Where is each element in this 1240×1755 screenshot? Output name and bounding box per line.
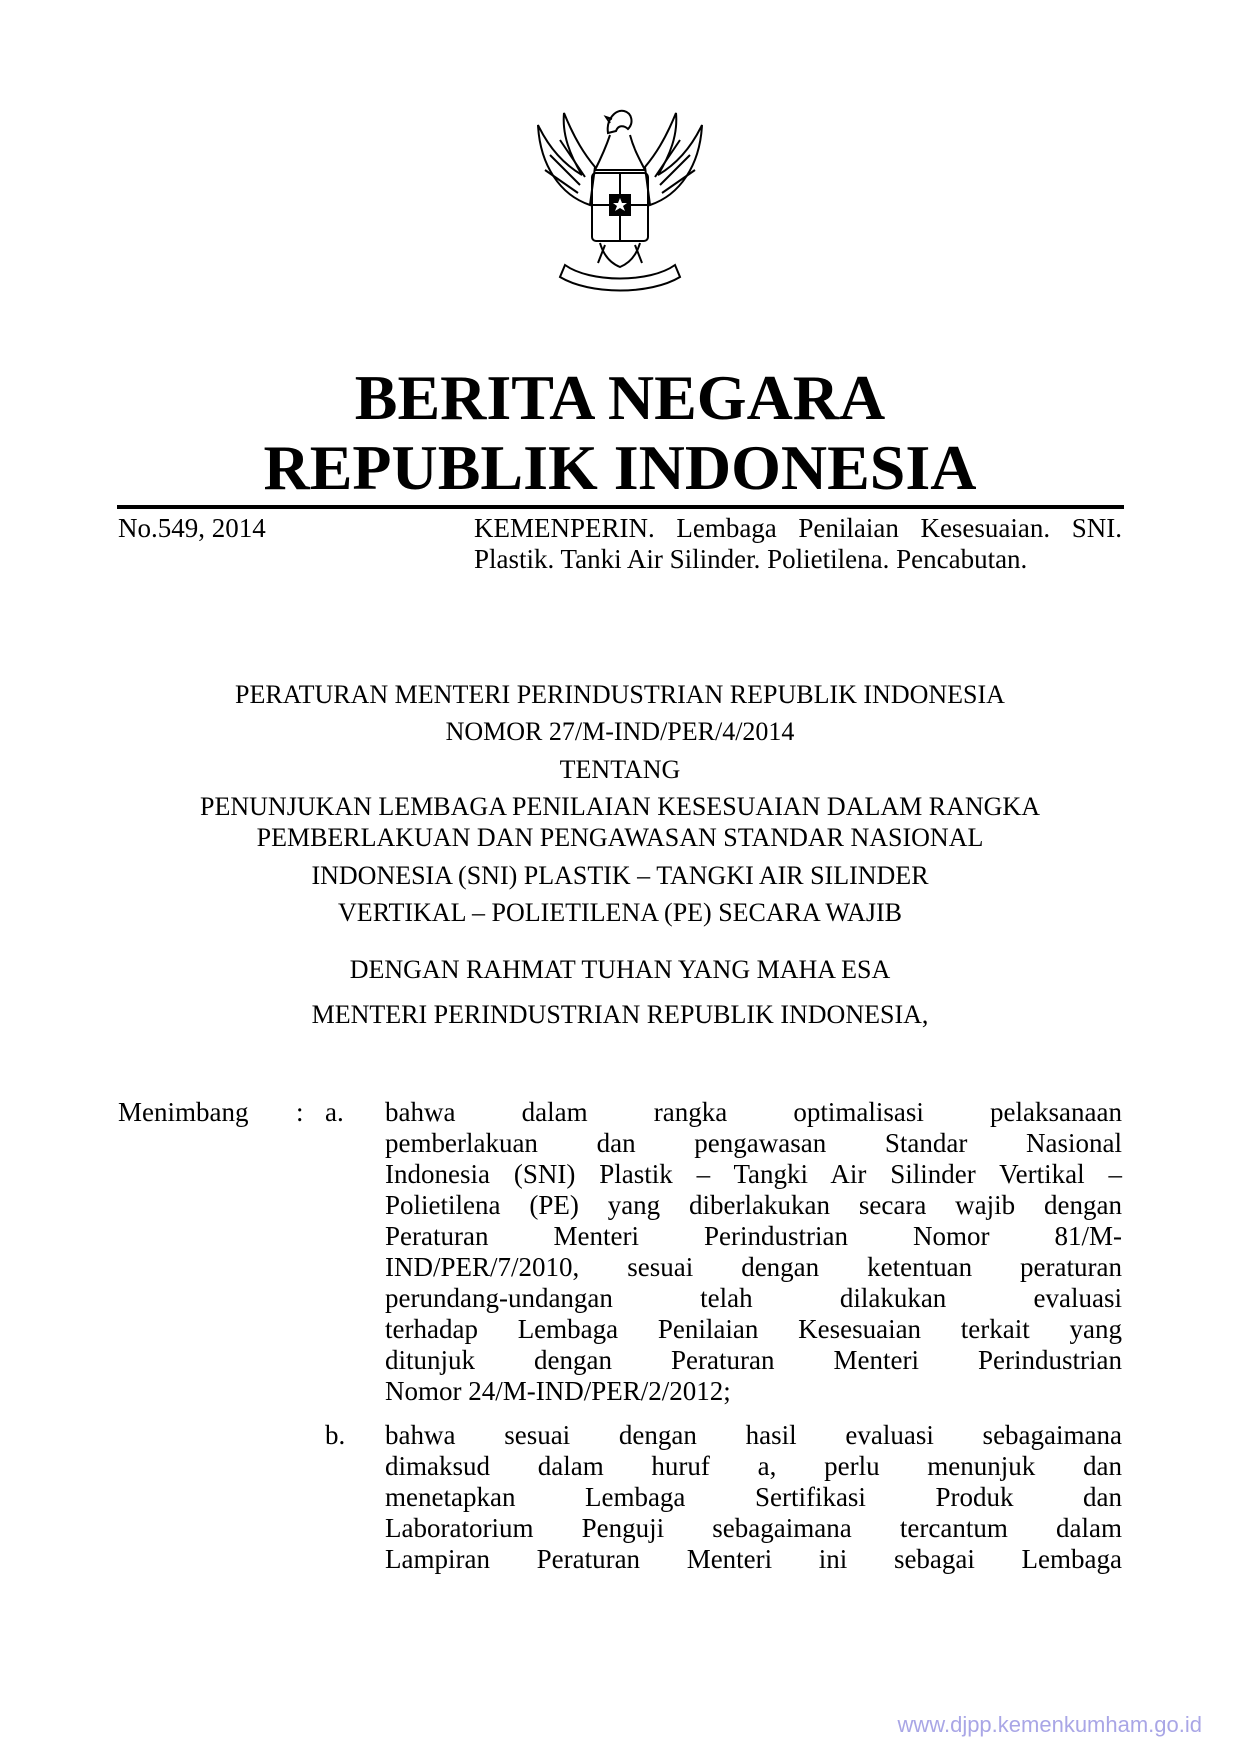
text-line: Polietilena (PE) yang diberlakukan secara wajib dengan [385, 1190, 1122, 1220]
text-line: bahwa sesuai dengan hasil evaluasi sebagaimana [385, 1420, 1122, 1450]
issue-number: No.549, 2014 [118, 513, 266, 543]
considering-label: Menimbang [118, 1097, 249, 1127]
considering-colon: : [296, 1097, 304, 1127]
text-line: dimaksud dalam huruf a, perlu menunjuk dan [385, 1451, 1122, 1481]
text-line: Peraturan Menteri Perindustrian Nomor 81/M- [385, 1221, 1122, 1251]
considering-item-a [385, 1097, 1122, 1407]
text-line: Indonesia (SNI) Plastik – Tangki Air Silinder Vertikal – [385, 1159, 1122, 1189]
text-line: Laboratorium Penguji sebagaimana tercantum dalam [385, 1513, 1122, 1543]
regulation-about: TENTANG [559, 755, 681, 784]
text-line: terhadap Lembaga Penilaian Kesesuaian terkait yang [385, 1314, 1122, 1344]
considering-item-b [385, 1420, 1122, 1575]
text-line: ditunjuk dengan Peraturan Menteri Perindustrian [385, 1345, 1122, 1375]
footer-url-link[interactable]: www.djpp.kemenkumham.go.id [897, 1712, 1202, 1737]
regulation-topic-line: PEMBERLAKUAN DAN PENGAWASAN STANDAR NASIONAL [256, 823, 984, 852]
text-line: IND/PER/7/2010, sesuai dengan ketentuan peraturan [385, 1252, 1122, 1282]
text-line: perundang-undangan telah dilakukan evaluasi [385, 1283, 1122, 1313]
masthead-title: BERITA NEGARA [354, 362, 886, 433]
item-letter: a. [325, 1097, 344, 1127]
masthead-subtitle: REPUBLIK INDONESIA [263, 432, 977, 503]
regulation-number: NOMOR 27/M-IND/PER/4/2014 [445, 717, 795, 746]
regulation-topic-line: VERTIKAL – POLIETILENA (PE) SECARA WAJIB [338, 898, 902, 927]
preamble-line: MENTERI PERINDUSTRIAN REPUBLIK INDONESIA, [311, 1000, 929, 1029]
text-line: bahwa dalam rangka optimalisasi pelaksanaan [385, 1097, 1122, 1127]
text-line: Lampiran Peraturan Menteri ini sebagai Lembaga [385, 1544, 1122, 1574]
garuda-emblem-icon [520, 95, 720, 310]
item-letter: b. [325, 1420, 346, 1450]
regulation-title: PERATURAN MENTERI PERINDUSTRIAN REPUBLIK INDONESIA [235, 680, 1005, 709]
issue-subject: KEMENPERIN. Lembaga Penilaian Kesesuaian. SNI. Plastik. Tanki Air Silinder. Polietilena. Pencabutan. [474, 513, 1122, 574]
masthead-divider [117, 505, 1124, 509]
preamble-line: DENGAN RAHMAT TUHAN YANG MAHA ESA [349, 955, 891, 984]
text-line: Nomor 24/M-IND/PER/2/2012; [385, 1376, 731, 1406]
text-line: menetapkan Lembaga Sertifikasi Produk dan [385, 1482, 1122, 1512]
regulation-topic-line: INDONESIA (SNI) PLASTIK – TANGKI AIR SILINDER [311, 861, 929, 890]
regulation-topic-line: PENUNJUKAN LEMBAGA PENILAIAN KESESUAIAN DALAM RANGKA [200, 792, 1040, 821]
text-line: pemberlakuan dan pengawasan Standar Nasional [385, 1128, 1122, 1158]
